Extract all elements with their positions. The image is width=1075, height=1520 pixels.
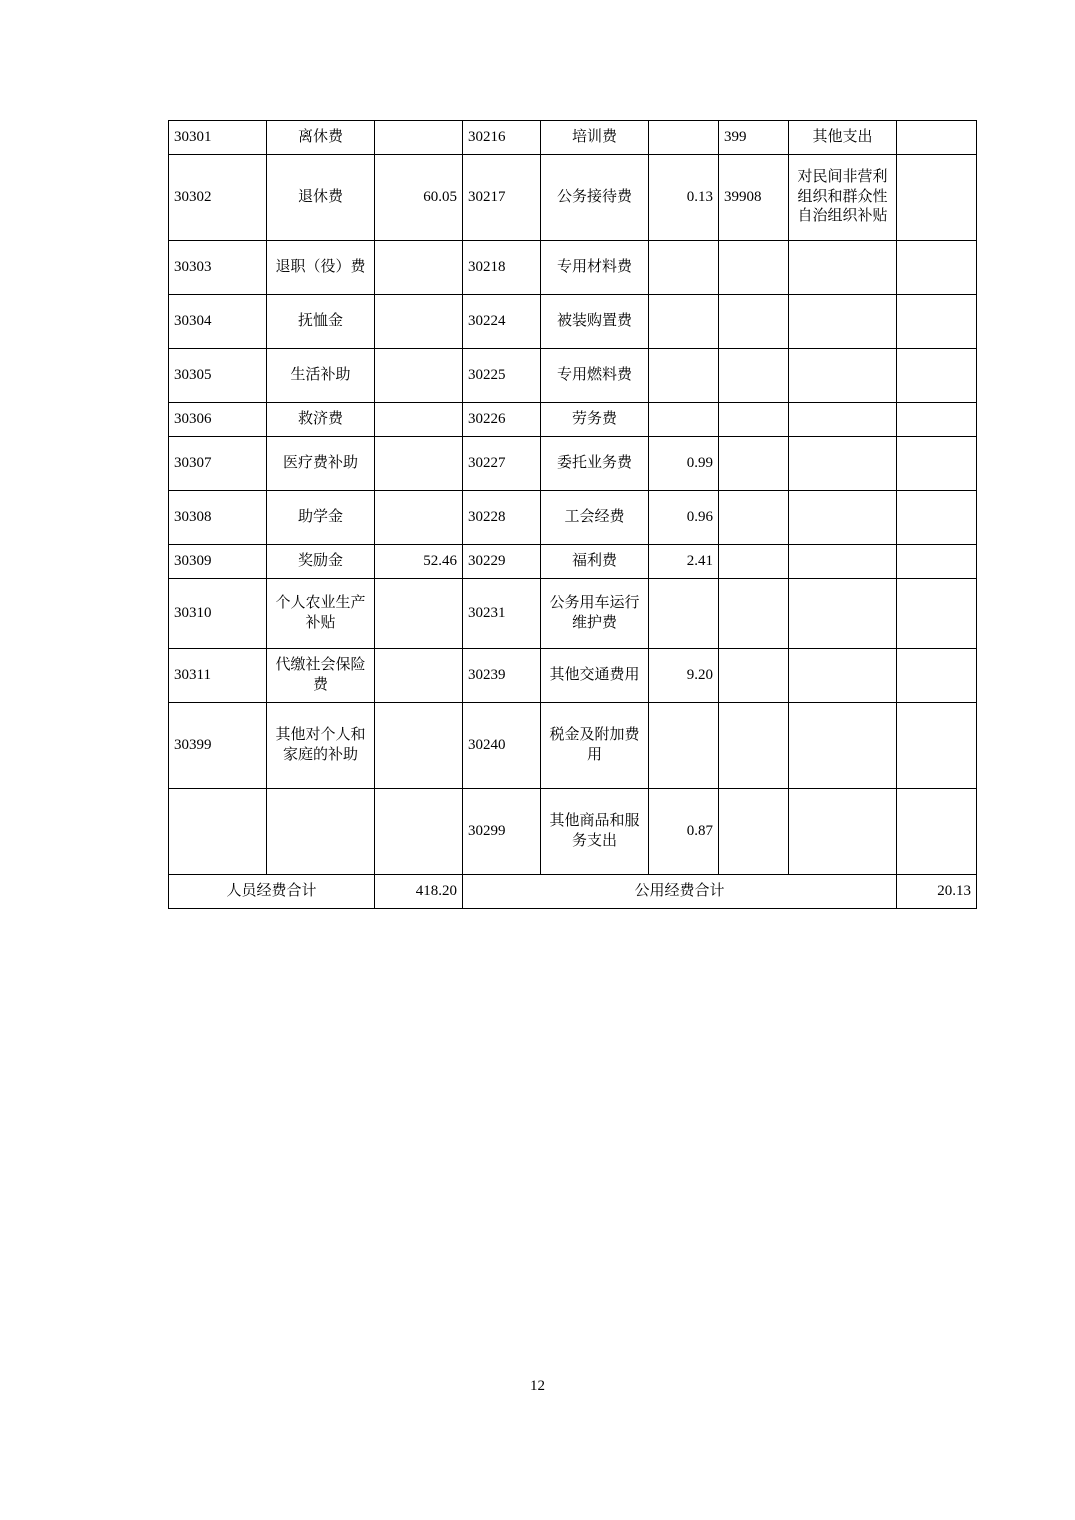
right-amount bbox=[897, 349, 977, 403]
mid-name: 专用燃料费 bbox=[541, 349, 649, 403]
mid-name: 公务用车运行维护费 bbox=[541, 579, 649, 649]
table-row bbox=[169, 545, 977, 579]
public-total-label: 公用经费合计 bbox=[463, 875, 897, 909]
right-amount bbox=[897, 789, 977, 875]
mid-code: 30231 bbox=[463, 579, 541, 649]
left-code bbox=[169, 789, 267, 875]
right-amount bbox=[897, 491, 977, 545]
page-number: 12 bbox=[530, 1378, 545, 1394]
table-row bbox=[169, 403, 977, 437]
right-code bbox=[719, 241, 789, 295]
left-amount bbox=[375, 349, 463, 403]
left-amount bbox=[375, 241, 463, 295]
budget-table-body bbox=[169, 121, 977, 909]
left-name bbox=[267, 789, 375, 875]
table-row bbox=[169, 155, 977, 241]
table-row bbox=[169, 579, 977, 649]
right-name bbox=[789, 649, 897, 703]
right-name bbox=[789, 789, 897, 875]
right-amount bbox=[897, 649, 977, 703]
mid-code: 30216 bbox=[463, 121, 541, 155]
left-amount bbox=[375, 121, 463, 155]
right-name: 对民间非营利组织和群众性自治组织补贴 bbox=[789, 155, 897, 241]
right-name bbox=[789, 241, 897, 295]
right-code bbox=[719, 649, 789, 703]
left-name: 代缴社会保险费 bbox=[267, 649, 375, 703]
mid-name: 劳务费 bbox=[541, 403, 649, 437]
table-row bbox=[169, 491, 977, 545]
right-name bbox=[789, 579, 897, 649]
left-code: 30309 bbox=[169, 545, 267, 579]
mid-amount: 0.99 bbox=[649, 437, 719, 491]
mid-name: 福利费 bbox=[541, 545, 649, 579]
left-name: 助学金 bbox=[267, 491, 375, 545]
right-code bbox=[719, 579, 789, 649]
budget-table bbox=[168, 120, 977, 909]
table-row bbox=[169, 437, 977, 491]
table-row bbox=[169, 703, 977, 789]
right-amount bbox=[897, 579, 977, 649]
mid-amount bbox=[649, 349, 719, 403]
mid-code: 30224 bbox=[463, 295, 541, 349]
right-amount bbox=[897, 437, 977, 491]
mid-amount bbox=[649, 403, 719, 437]
right-amount bbox=[897, 403, 977, 437]
mid-name: 被装购置费 bbox=[541, 295, 649, 349]
mid-amount bbox=[649, 579, 719, 649]
left-name: 奖励金 bbox=[267, 545, 375, 579]
left-code: 30306 bbox=[169, 403, 267, 437]
table-row bbox=[169, 241, 977, 295]
left-amount bbox=[375, 491, 463, 545]
left-name: 个人农业生产补贴 bbox=[267, 579, 375, 649]
right-code bbox=[719, 403, 789, 437]
left-code: 30301 bbox=[169, 121, 267, 155]
left-amount: 52.46 bbox=[375, 545, 463, 579]
left-code: 30399 bbox=[169, 703, 267, 789]
right-name bbox=[789, 295, 897, 349]
mid-code: 30227 bbox=[463, 437, 541, 491]
left-name: 抚恤金 bbox=[267, 295, 375, 349]
left-name: 医疗费补助 bbox=[267, 437, 375, 491]
left-code: 30307 bbox=[169, 437, 267, 491]
left-amount bbox=[375, 649, 463, 703]
right-code bbox=[719, 295, 789, 349]
left-code: 30305 bbox=[169, 349, 267, 403]
left-code: 30310 bbox=[169, 579, 267, 649]
public-total-value: 20.13 bbox=[897, 875, 977, 909]
left-amount bbox=[375, 579, 463, 649]
right-name bbox=[789, 545, 897, 579]
left-amount: 60.05 bbox=[375, 155, 463, 241]
mid-code: 30218 bbox=[463, 241, 541, 295]
table-row bbox=[169, 649, 977, 703]
personnel-total-label: 人员经费合计 bbox=[169, 875, 375, 909]
left-name: 救济费 bbox=[267, 403, 375, 437]
right-name bbox=[789, 491, 897, 545]
left-name: 退职（役）费 bbox=[267, 241, 375, 295]
right-amount bbox=[897, 295, 977, 349]
mid-amount bbox=[649, 241, 719, 295]
mid-name: 公务接待费 bbox=[541, 155, 649, 241]
left-amount bbox=[375, 295, 463, 349]
right-amount bbox=[897, 703, 977, 789]
left-code: 30303 bbox=[169, 241, 267, 295]
right-name bbox=[789, 437, 897, 491]
mid-name: 委托业务费 bbox=[541, 437, 649, 491]
right-code bbox=[719, 491, 789, 545]
mid-amount: 0.13 bbox=[649, 155, 719, 241]
left-code: 30311 bbox=[169, 649, 267, 703]
table-row bbox=[169, 295, 977, 349]
right-code: 399 bbox=[719, 121, 789, 155]
left-amount bbox=[375, 789, 463, 875]
right-amount bbox=[897, 155, 977, 241]
mid-code: 30240 bbox=[463, 703, 541, 789]
table-row bbox=[169, 349, 977, 403]
right-amount bbox=[897, 121, 977, 155]
mid-code: 30226 bbox=[463, 403, 541, 437]
right-code: 39908 bbox=[719, 155, 789, 241]
right-amount bbox=[897, 545, 977, 579]
mid-name: 其他交通费用 bbox=[541, 649, 649, 703]
mid-amount bbox=[649, 295, 719, 349]
right-name bbox=[789, 703, 897, 789]
left-amount bbox=[375, 703, 463, 789]
mid-code: 30239 bbox=[463, 649, 541, 703]
mid-amount: 2.41 bbox=[649, 545, 719, 579]
personnel-total-value: 418.20 bbox=[375, 875, 463, 909]
right-code bbox=[719, 545, 789, 579]
table-footer-row bbox=[169, 875, 977, 909]
budget-table-container bbox=[168, 120, 976, 909]
mid-amount bbox=[649, 703, 719, 789]
table-row bbox=[169, 789, 977, 875]
left-amount bbox=[375, 403, 463, 437]
right-code bbox=[719, 437, 789, 491]
mid-name: 专用材料费 bbox=[541, 241, 649, 295]
right-name: 其他支出 bbox=[789, 121, 897, 155]
mid-amount: 0.87 bbox=[649, 789, 719, 875]
left-name: 退休费 bbox=[267, 155, 375, 241]
mid-amount: 9.20 bbox=[649, 649, 719, 703]
mid-code: 30229 bbox=[463, 545, 541, 579]
right-code bbox=[719, 789, 789, 875]
left-code: 30308 bbox=[169, 491, 267, 545]
mid-amount: 0.96 bbox=[649, 491, 719, 545]
mid-name: 工会经费 bbox=[541, 491, 649, 545]
right-amount bbox=[897, 241, 977, 295]
mid-code: 30217 bbox=[463, 155, 541, 241]
right-name bbox=[789, 403, 897, 437]
mid-code: 30228 bbox=[463, 491, 541, 545]
left-name: 其他对个人和家庭的补助 bbox=[267, 703, 375, 789]
table-row bbox=[169, 121, 977, 155]
left-amount bbox=[375, 437, 463, 491]
mid-name: 其他商品和服务支出 bbox=[541, 789, 649, 875]
mid-amount bbox=[649, 121, 719, 155]
left-name: 生活补助 bbox=[267, 349, 375, 403]
left-name: 离休费 bbox=[267, 121, 375, 155]
left-code: 30304 bbox=[169, 295, 267, 349]
mid-name: 税金及附加费用 bbox=[541, 703, 649, 789]
right-code bbox=[719, 703, 789, 789]
mid-code: 30299 bbox=[463, 789, 541, 875]
right-code bbox=[719, 349, 789, 403]
mid-code: 30225 bbox=[463, 349, 541, 403]
left-code: 30302 bbox=[169, 155, 267, 241]
mid-name: 培训费 bbox=[541, 121, 649, 155]
right-name bbox=[789, 349, 897, 403]
